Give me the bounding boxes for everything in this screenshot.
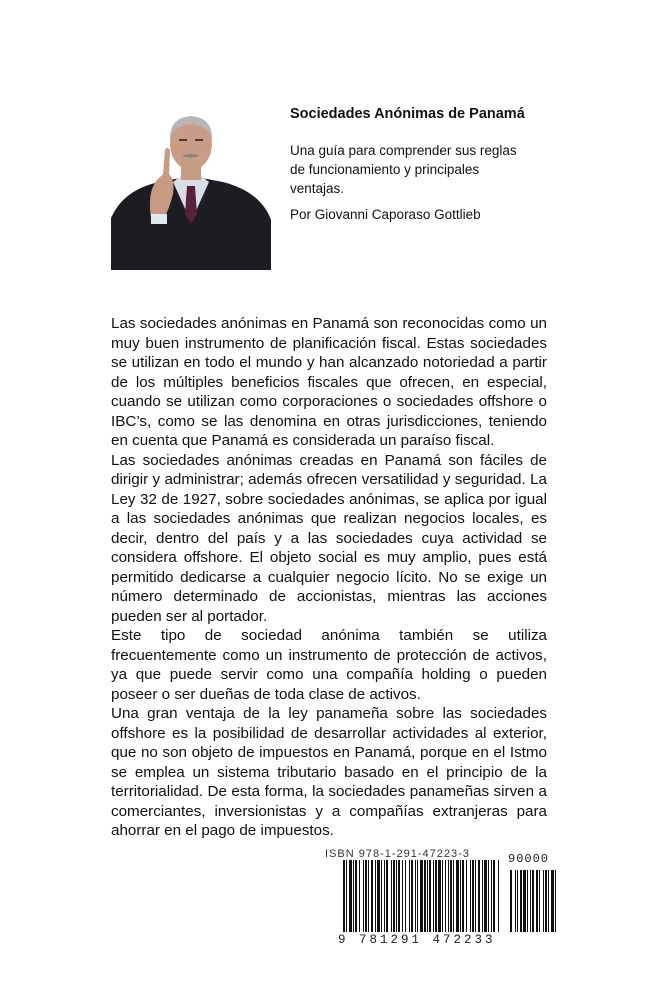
blurb-paragraph: Una gran ventaja de la ley panameña sobre las sociedades offshore es la posibilidad de desarrollar actividades al exterior, que no son objeto de impuestos en Panamá, porque en el Istmo se emplea un sistema tributario basado en el principio de la territorialidad. De esta forma, la sociedades panameñas sirven a comerciantes, inversionistas y a compañías extranjeras para ahorrar en el pago de impuestos.	[111, 705, 547, 839]
blurb-paragraph: Este tipo de sociedad anónima también se utiliza frecuentemente como un instrumento de protección de activos, ya que puede servir como una compañía holding o pueden poseer o ser dueñas de toda clase de activos.	[111, 627, 547, 703]
isbn-label: ISBN 978-1-291-47223-3	[325, 848, 470, 860]
book-author: Por Giovanni Caporaso Gottlieb	[290, 207, 481, 222]
book-subtitle: Una guía para comprender sus reglas de funcionamiento y principales ventajas.	[290, 143, 517, 196]
blurb-paragraph: Las sociedades anónimas en Panamá son reconocidas como un muy buen instrumento de planificación fiscal. Estas sociedades se utilizan en todo el mundo y han alcanzado notoriedad a partir de los múltiples beneficios fiscales que ofrecen, en especial, cuando se utilizan como corporaciones o sociedades offshore o IBC’s, como se las denomina en otras jurisdicciones, teniendo en cuenta que Panamá es considerada un paraíso fiscal.	[111, 315, 547, 449]
barcode-digits: 9 781291 472233	[338, 933, 496, 947]
blurb-paragraph: Las sociedades anónimas creadas en Panamá son fáciles de dirigir y administrar; además ofrecen versatilidad y seguridad. La Ley 32 de 1927, sobre sociedades anónimas, se aplica por igual a las sociedades anónimas que realizan negocios locales, es decir, dentro del país y a las sociedades cuya actividad se considera offshore. El objeto social es muy amplio, pues está permitido dedicarse a cualquier negocio lícito. No se exige un número determinado de accionistas, mientras las acciones pueden ser al portador.	[111, 451, 547, 625]
book-title: Sociedades Anónimas de Panamá	[290, 106, 525, 122]
barcode-addon-number: 90000	[508, 852, 550, 866]
back-cover-blurb	[111, 314, 547, 841]
author-photo	[111, 110, 271, 270]
author-photo-illustration	[111, 110, 271, 270]
